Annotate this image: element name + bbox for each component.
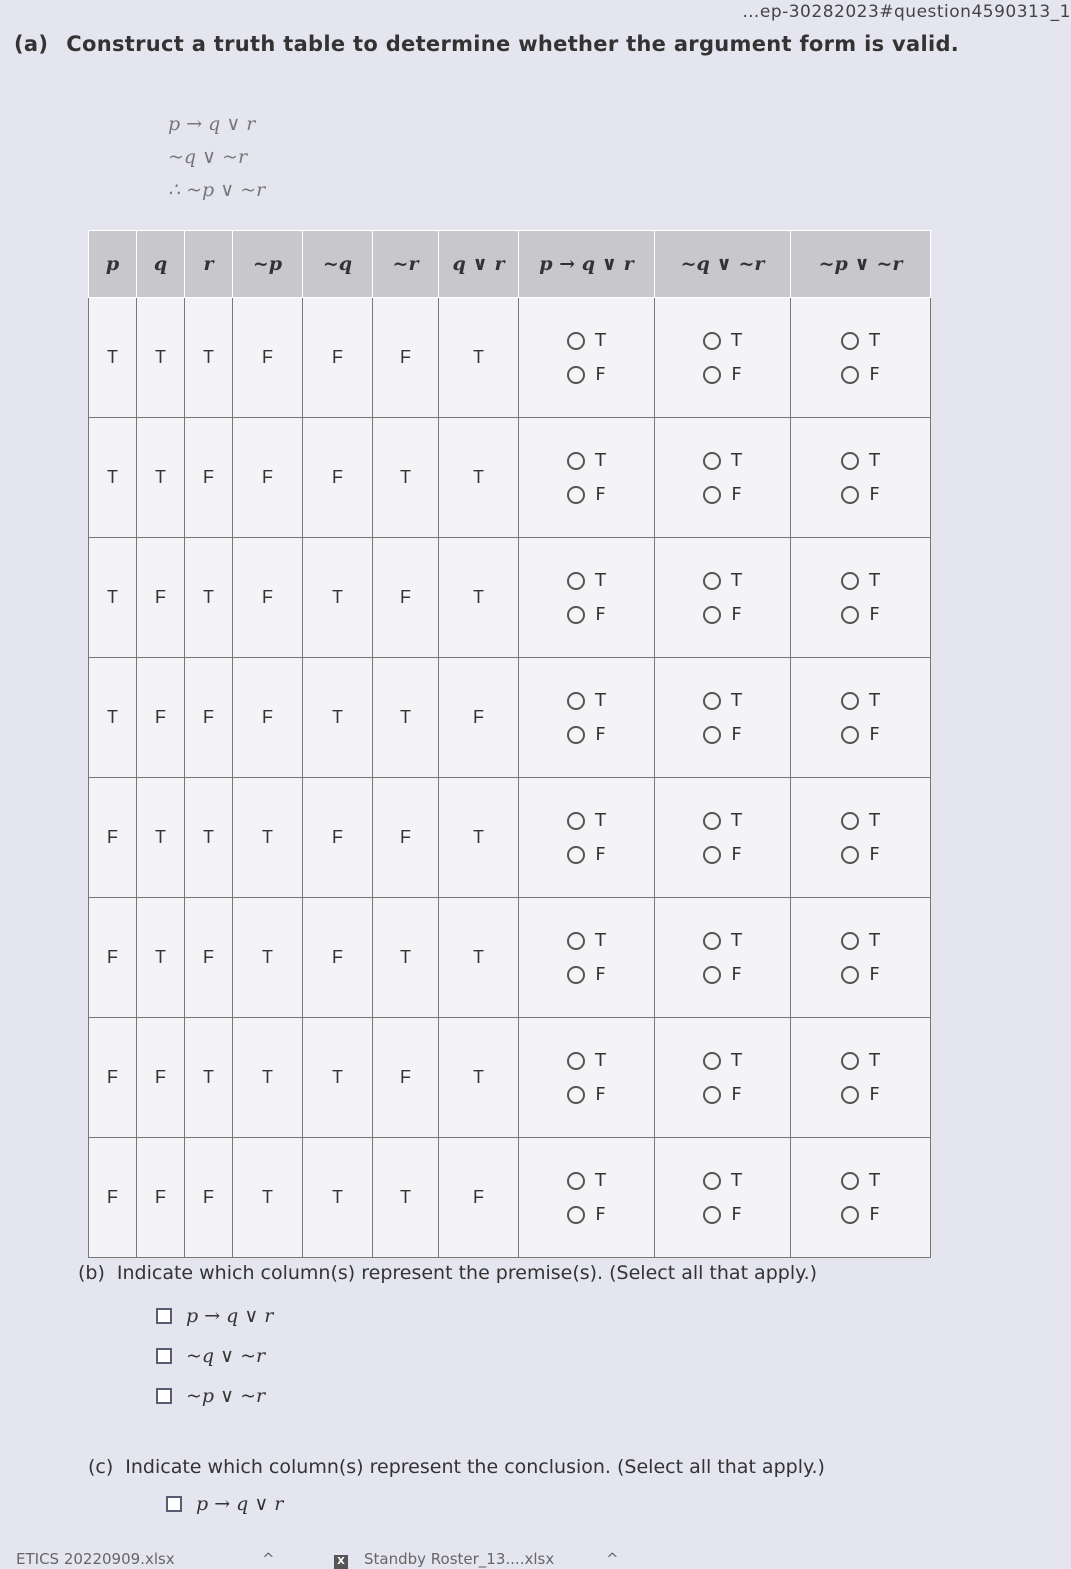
column-header: ~p <box>233 231 303 298</box>
radio-label: F <box>731 364 742 385</box>
truth-value-cell: F <box>185 898 233 1018</box>
radio-label: F <box>595 1204 606 1225</box>
radio-button[interactable] <box>703 846 721 864</box>
radio-label: F <box>731 964 742 985</box>
radio-option[interactable] <box>520 1198 653 1232</box>
truth-table <box>88 230 931 1258</box>
truth-value-cell: T <box>185 1018 233 1138</box>
column-header: ~q ∨ ~r <box>655 231 791 298</box>
radio-button[interactable] <box>841 572 859 590</box>
column-header: r <box>185 231 233 298</box>
radio-cell <box>519 298 655 418</box>
truth-value-cell: T <box>303 538 373 658</box>
radio-option[interactable] <box>656 804 789 838</box>
table-row <box>89 418 931 538</box>
truth-value-cell: F <box>439 658 519 778</box>
radio-label: T <box>731 1170 742 1191</box>
radio-button[interactable] <box>841 1172 859 1190</box>
radio-button[interactable] <box>567 692 585 710</box>
radio-label: T <box>869 570 880 591</box>
radio-label: F <box>731 1204 742 1225</box>
radio-option[interactable] <box>792 1044 929 1078</box>
truth-value-cell: T <box>89 538 137 658</box>
radio-option[interactable] <box>656 924 789 958</box>
radio-button[interactable] <box>841 846 859 864</box>
radio-label: T <box>595 1050 606 1071</box>
truth-value-cell: F <box>373 1018 439 1138</box>
radio-button[interactable] <box>567 1206 585 1224</box>
checkbox[interactable] <box>156 1348 172 1364</box>
radio-cell <box>655 298 791 418</box>
radio-label: T <box>869 690 880 711</box>
radio-option[interactable] <box>656 1164 789 1198</box>
radio-button[interactable] <box>703 606 721 624</box>
truth-value-cell: F <box>89 1138 137 1258</box>
radio-label: F <box>731 1084 742 1105</box>
radio-label: F <box>595 484 606 505</box>
radio-button[interactable] <box>703 452 721 470</box>
radio-option[interactable] <box>520 1164 653 1198</box>
part-b-section <box>78 1262 817 1416</box>
radio-label: T <box>731 570 742 591</box>
truth-value-cell: T <box>185 538 233 658</box>
radio-label: T <box>869 1050 880 1071</box>
radio-button[interactable] <box>567 812 585 830</box>
radio-label: F <box>595 604 606 625</box>
option-label: p → q ∨ r <box>186 1305 274 1327</box>
radio-label: T <box>731 690 742 711</box>
table-row <box>89 778 931 898</box>
truth-value-cell: T <box>439 418 519 538</box>
conclusion-checklist <box>166 1484 825 1524</box>
truth-value-cell: F <box>233 658 303 778</box>
truth-value-cell: T <box>137 898 185 1018</box>
truth-value-cell: T <box>439 298 519 418</box>
column-header: p <box>89 231 137 298</box>
truth-value-cell: T <box>185 778 233 898</box>
radio-cell <box>791 898 931 1018</box>
radio-label: F <box>595 724 606 745</box>
table-row <box>89 1018 931 1138</box>
radio-cell <box>791 658 931 778</box>
radio-label: F <box>731 604 742 625</box>
file-label: Standby Roster_13....xlsx <box>364 1550 555 1568</box>
radio-cell <box>519 538 655 658</box>
radio-label: F <box>869 604 880 625</box>
radio-label: F <box>869 844 880 865</box>
truth-value-cell: F <box>185 418 233 538</box>
radio-button[interactable] <box>841 692 859 710</box>
radio-button[interactable] <box>567 1052 585 1070</box>
truth-value-cell: F <box>233 538 303 658</box>
radio-cell <box>655 898 791 1018</box>
radio-label: T <box>869 1170 880 1191</box>
truth-value-cell: F <box>185 1138 233 1258</box>
table-row <box>89 658 931 778</box>
radio-cell <box>655 1138 791 1258</box>
radio-cell <box>655 778 791 898</box>
radio-cell <box>791 298 931 418</box>
radio-button[interactable] <box>841 812 859 830</box>
truth-value-cell: F <box>233 418 303 538</box>
radio-option[interactable] <box>656 324 789 358</box>
radio-label: T <box>595 570 606 591</box>
truth-value-cell: T <box>89 298 137 418</box>
radio-button[interactable] <box>567 966 585 984</box>
truth-value-cell: F <box>303 418 373 538</box>
radio-label: T <box>595 690 606 711</box>
radio-option[interactable] <box>792 838 929 872</box>
radio-label: T <box>731 1050 742 1071</box>
truth-value-cell: F <box>89 898 137 1018</box>
radio-label: T <box>595 450 606 471</box>
part-c-tag: (c) <box>88 1456 114 1478</box>
premise-option-2[interactable] <box>156 1336 817 1376</box>
radio-button[interactable] <box>703 1086 721 1104</box>
radio-button[interactable] <box>567 332 585 350</box>
radio-button[interactable] <box>703 332 721 350</box>
radio-option[interactable] <box>520 924 653 958</box>
radio-label: F <box>869 724 880 745</box>
radio-option[interactable] <box>520 718 653 752</box>
truth-value-cell: T <box>89 658 137 778</box>
radio-cell <box>655 538 791 658</box>
download-bar <box>0 1548 1071 1568</box>
part-a-tag: (a) <box>14 32 49 56</box>
column-header: p → q ∨ r <box>519 231 655 298</box>
radio-label: T <box>731 810 742 831</box>
radio-option[interactable] <box>656 358 789 392</box>
radio-button[interactable] <box>841 1206 859 1224</box>
radio-label: T <box>731 930 742 951</box>
radio-label: F <box>869 1084 880 1105</box>
radio-option[interactable] <box>520 444 653 478</box>
radio-label: F <box>869 364 880 385</box>
radio-button[interactable] <box>567 606 585 624</box>
part-b-instruction: Indicate which column(s) represent the premise(s). (Select all that apply.) <box>116 1262 818 1284</box>
radio-label: T <box>869 330 880 351</box>
radio-button[interactable] <box>703 572 721 590</box>
radio-button[interactable] <box>841 486 859 504</box>
radio-option[interactable] <box>656 478 789 512</box>
truth-value-cell: F <box>233 298 303 418</box>
radio-button[interactable] <box>703 726 721 744</box>
truth-value-cell: T <box>233 898 303 1018</box>
radio-button[interactable] <box>703 366 721 384</box>
radio-cell <box>791 1018 931 1138</box>
truth-value-cell: T <box>303 658 373 778</box>
radio-label: T <box>869 450 880 471</box>
truth-value-cell: F <box>137 658 185 778</box>
radio-option[interactable] <box>792 1198 929 1232</box>
radio-label: T <box>869 930 880 951</box>
radio-cell <box>519 1138 655 1258</box>
radio-button[interactable] <box>841 1052 859 1070</box>
part-c-heading <box>88 1456 825 1478</box>
premise-2: ~q ∨ ~r <box>168 146 248 168</box>
table-row <box>89 1138 931 1258</box>
radio-label: T <box>595 330 606 351</box>
radio-option[interactable] <box>520 598 653 632</box>
radio-option[interactable] <box>520 1078 653 1112</box>
radio-label: T <box>731 450 742 471</box>
premise-option-1[interactable] <box>156 1296 817 1336</box>
truth-value-cell: F <box>89 1018 137 1138</box>
radio-button[interactable] <box>841 1086 859 1104</box>
truth-value-cell: T <box>89 418 137 538</box>
radio-option[interactable] <box>656 1078 789 1112</box>
truth-value-cell: T <box>439 1018 519 1138</box>
radio-label: F <box>595 364 606 385</box>
radio-option[interactable] <box>792 958 929 992</box>
radio-option[interactable] <box>656 684 789 718</box>
radio-cell <box>791 1138 931 1258</box>
chevron-up-icon[interactable]: ^ <box>262 1550 275 1568</box>
radio-label: T <box>595 1170 606 1191</box>
radio-option[interactable] <box>792 478 929 512</box>
part-a-heading <box>14 32 959 56</box>
truth-value-cell: F <box>303 778 373 898</box>
radio-option[interactable] <box>656 718 789 752</box>
radio-cell <box>791 538 931 658</box>
url-fragment: …ep-30282023#question4590313_1 <box>742 2 1071 22</box>
radio-cell <box>519 658 655 778</box>
truth-value-cell: T <box>373 418 439 538</box>
column-header: ~p ∨ ~r <box>791 231 931 298</box>
truth-value-cell: T <box>439 778 519 898</box>
radio-option[interactable] <box>520 804 653 838</box>
part-c-instruction: Indicate which column(s) represent the conclusion. (Select all that apply.) <box>125 1456 825 1478</box>
radio-label: F <box>869 964 880 985</box>
table-row <box>89 298 931 418</box>
radio-button[interactable] <box>567 1086 585 1104</box>
truth-value-cell: T <box>233 1018 303 1138</box>
truth-value-cell: F <box>137 1138 185 1258</box>
radio-label: F <box>869 484 880 505</box>
truth-value-cell: F <box>185 658 233 778</box>
truth-value-cell: F <box>373 778 439 898</box>
radio-button[interactable] <box>841 332 859 350</box>
checkbox[interactable] <box>156 1388 172 1404</box>
chevron-up-icon[interactable]: ^ <box>606 1550 619 1568</box>
radio-label: F <box>731 724 742 745</box>
part-b-heading <box>78 1262 817 1284</box>
radio-button[interactable] <box>703 966 721 984</box>
table-row <box>89 538 931 658</box>
truth-value-cell: T <box>439 538 519 658</box>
part-c-section <box>88 1456 825 1524</box>
radio-button[interactable] <box>841 452 859 470</box>
radio-button[interactable] <box>841 966 859 984</box>
truth-value-cell: T <box>137 778 185 898</box>
radio-option[interactable] <box>792 358 929 392</box>
truth-value-cell: T <box>233 778 303 898</box>
premise-1: p → q ∨ r <box>168 113 256 135</box>
column-header: ~r <box>373 231 439 298</box>
radio-button[interactable] <box>703 812 721 830</box>
radio-label: T <box>595 930 606 951</box>
truth-value-cell: F <box>439 1138 519 1258</box>
radio-option[interactable] <box>792 924 929 958</box>
radio-option[interactable] <box>792 684 929 718</box>
radio-label: T <box>869 810 880 831</box>
truth-value-cell: T <box>373 898 439 1018</box>
table-header-row <box>89 231 931 298</box>
radio-option[interactable] <box>792 1164 929 1198</box>
radio-button[interactable] <box>567 366 585 384</box>
truth-value-cell: F <box>303 898 373 1018</box>
radio-option[interactable] <box>520 564 653 598</box>
conclusion: ∴ ~p ∨ ~r <box>168 179 266 201</box>
radio-option[interactable] <box>792 324 929 358</box>
part-a-instruction: Construct a truth table to determine whether the argument form is valid. <box>66 32 960 56</box>
checkbox[interactable] <box>156 1308 172 1324</box>
part-b-tag: (b) <box>78 1262 105 1284</box>
radio-option[interactable] <box>792 598 929 632</box>
radio-option[interactable] <box>656 1044 789 1078</box>
premise-option-3[interactable] <box>156 1376 817 1416</box>
file-label: ETICS 20220909.xlsx <box>16 1550 175 1568</box>
truth-value-cell: T <box>373 658 439 778</box>
option-label: ~p ∨ ~r <box>186 1385 266 1407</box>
radio-button[interactable] <box>567 1172 585 1190</box>
radio-option[interactable] <box>520 838 653 872</box>
radio-option[interactable] <box>656 838 789 872</box>
radio-label: F <box>731 844 742 865</box>
truth-value-cell: F <box>303 298 373 418</box>
radio-button[interactable] <box>703 692 721 710</box>
download-file-1[interactable] <box>16 1550 175 1568</box>
radio-option[interactable] <box>656 958 789 992</box>
radio-button[interactable] <box>567 486 585 504</box>
radio-option[interactable] <box>792 1078 929 1112</box>
radio-cell <box>655 418 791 538</box>
radio-button[interactable] <box>703 1172 721 1190</box>
radio-option[interactable] <box>520 684 653 718</box>
radio-button[interactable] <box>567 846 585 864</box>
truth-value-cell: T <box>303 1138 373 1258</box>
conclusion-option-1[interactable] <box>166 1484 825 1524</box>
truth-value-cell: T <box>303 1018 373 1138</box>
truth-value-cell: F <box>373 538 439 658</box>
radio-button[interactable] <box>703 932 721 950</box>
truth-value-cell: F <box>373 298 439 418</box>
radio-label: F <box>595 1084 606 1105</box>
radio-label: F <box>731 484 742 505</box>
download-file-2[interactable] <box>334 1550 554 1569</box>
radio-option[interactable] <box>656 564 789 598</box>
radio-option[interactable] <box>792 804 929 838</box>
checkbox[interactable] <box>166 1496 182 1512</box>
radio-button[interactable] <box>841 366 859 384</box>
column-header: ~q <box>303 231 373 298</box>
radio-button[interactable] <box>841 726 859 744</box>
radio-option[interactable] <box>792 444 929 478</box>
truth-value-cell: T <box>137 418 185 538</box>
premise-checklist <box>156 1296 817 1416</box>
radio-option[interactable] <box>520 324 653 358</box>
radio-button[interactable] <box>841 606 859 624</box>
table-row <box>89 898 931 1018</box>
radio-label: F <box>595 964 606 985</box>
column-header: q <box>137 231 185 298</box>
option-label: ~q ∨ ~r <box>186 1345 266 1367</box>
radio-button[interactable] <box>567 452 585 470</box>
radio-cell <box>791 418 931 538</box>
radio-option[interactable] <box>520 958 653 992</box>
truth-value-cell: F <box>89 778 137 898</box>
table-body <box>89 298 931 1258</box>
truth-value-cell: T <box>233 1138 303 1258</box>
radio-option[interactable] <box>792 718 929 752</box>
radio-cell <box>519 898 655 1018</box>
radio-button[interactable] <box>703 1206 721 1224</box>
truth-value-cell: T <box>185 298 233 418</box>
truth-value-cell: T <box>439 898 519 1018</box>
radio-button[interactable] <box>567 726 585 744</box>
radio-button[interactable] <box>567 572 585 590</box>
radio-option[interactable] <box>520 358 653 392</box>
option-label: p → q ∨ r <box>196 1493 284 1515</box>
radio-option[interactable] <box>656 1198 789 1232</box>
radio-option[interactable] <box>792 564 929 598</box>
radio-cell <box>519 418 655 538</box>
radio-option[interactable] <box>520 478 653 512</box>
radio-label: F <box>869 1204 880 1225</box>
radio-cell <box>519 1018 655 1138</box>
radio-button[interactable] <box>567 932 585 950</box>
radio-button[interactable] <box>703 1052 721 1070</box>
radio-label: T <box>731 330 742 351</box>
radio-option[interactable] <box>656 444 789 478</box>
radio-option[interactable] <box>656 598 789 632</box>
truth-value-cell: T <box>373 1138 439 1258</box>
truth-value-cell: F <box>137 1018 185 1138</box>
argument-form <box>168 108 265 207</box>
radio-label: F <box>595 844 606 865</box>
radio-cell <box>791 778 931 898</box>
truth-value-cell: F <box>137 538 185 658</box>
radio-cell <box>655 658 791 778</box>
truth-value-cell: T <box>137 298 185 418</box>
radio-cell <box>655 1018 791 1138</box>
radio-button[interactable] <box>841 932 859 950</box>
radio-label: T <box>595 810 606 831</box>
column-header: q ∨ r <box>439 231 519 298</box>
radio-button[interactable] <box>703 486 721 504</box>
radio-cell <box>519 778 655 898</box>
radio-option[interactable] <box>520 1044 653 1078</box>
excel-icon: X <box>334 1555 348 1569</box>
